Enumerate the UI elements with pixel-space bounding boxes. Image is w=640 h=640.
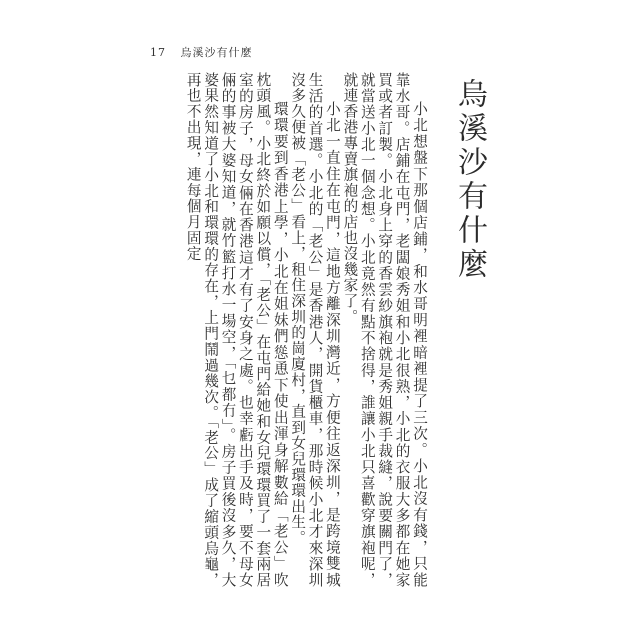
chapter-body [184, 72, 428, 588]
page-number: 17 [150, 46, 166, 59]
paragraph: 環環要到香港上學，小北在姐妹們慫恿下使出渾身解數給「老公」吹枕頭風。小北終於如願以償，「老公」在屯門給她和女兒環環買了一套兩居室的房子，母女倆在香港這才有了安身之處。也幸虧出手及時，要不母女倆的事被大婆知道，就竹籃打水一場空，「乜都冇」。房子買後沒多久，大婆果然知道了小北和環環的存在，上門鬧過幾次。「老公」成了縮頭烏龜，再也不出現，連每個月固定 [184, 72, 289, 588]
paragraph: 小北一直住在屯門，這地方離深圳灣近，方便往返深圳，是跨境雙城生活的首選。小北的「老公」是香港人，開貨櫃車，那時候小北才來深圳沒多久便被「老公」看上，租住深圳的崗廈村，直到女兒環環出生。 [289, 72, 341, 588]
chapter-title: 烏溪沙有什麼 [452, 78, 487, 282]
paragraph: 小北想盤下那個店鋪，和水哥明裡暗裡提了三次。小北沒有錢，只能靠水哥。店鋪在屯門，老闆娘秀姐和小北很熟，小北的衣服大多都在她家買或者訂製。小北身上穿的香雲紗旗袍就是秀姐親手裁縫，說要關門了，就當送小北一個念想。小北竟然有點不捨得，誰讓小北只喜歡穿旗袍呢，就連香港專賣旗袍的店也沒幾家了。 [341, 72, 428, 588]
running-header [150, 44, 253, 60]
running-title: 烏溪沙有什麼 [180, 46, 253, 59]
